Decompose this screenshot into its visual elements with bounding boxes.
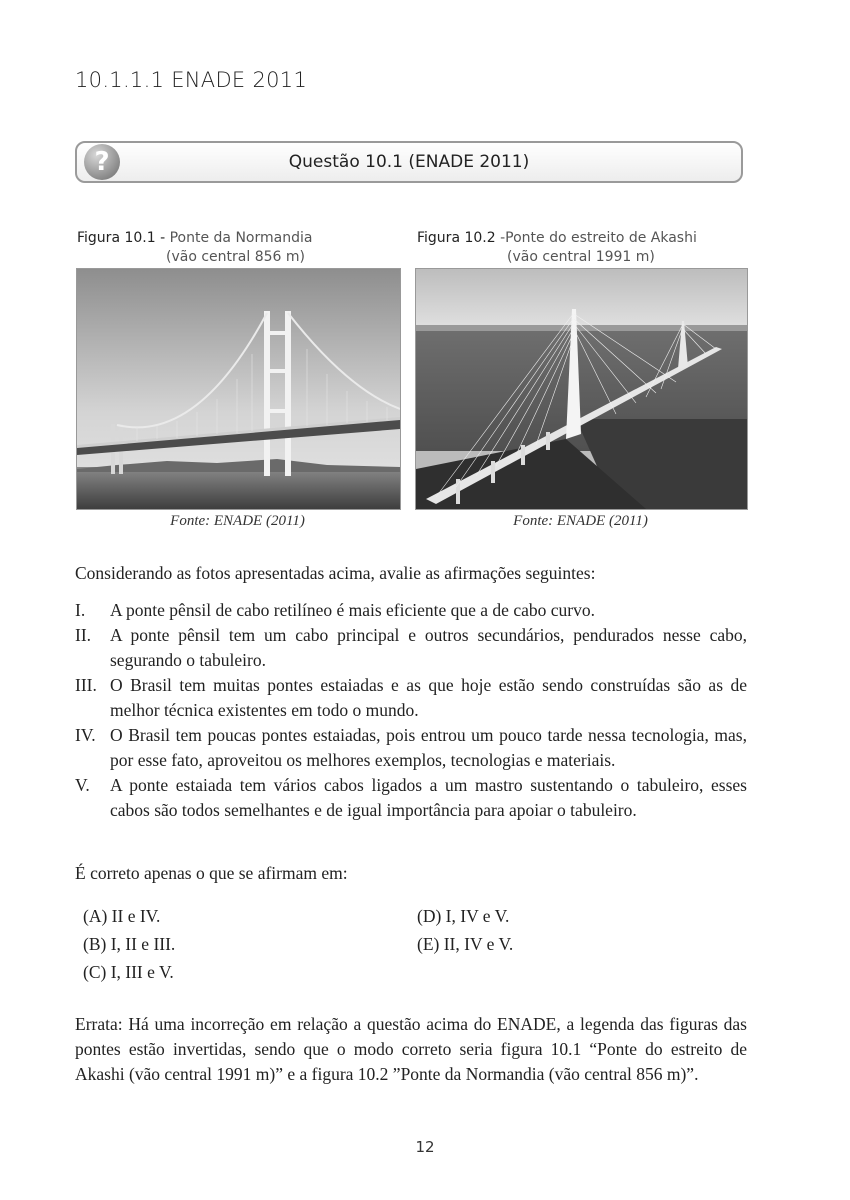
statement-item: [75, 673, 747, 723]
statement-text: O Brasil tem poucas pontes estaiadas, pois entrou um pouco tarde nessa tecnologia, mas, por esse fato, aproveitou os melhores exemplos, tecnologias e materiais.: [110, 725, 747, 770]
statement-number: II.: [75, 625, 92, 645]
figure-1-label: Figura 10.1 -: [77, 230, 166, 246]
figure-2-source: Fonte: ENADE (2011): [513, 513, 648, 529]
statement-text: A ponte pênsil de cabo retilíneo é mais eficiente que a de cabo curvo.: [110, 600, 595, 620]
statement-item: [75, 723, 747, 773]
figure-2-label: Figura 10.2: [417, 230, 496, 246]
figure-1-span: (vão central 856 m): [166, 249, 305, 265]
figure-2-description: -Ponte do estreito de Akashi: [500, 230, 697, 246]
option-d: (D) I, IV e V.: [417, 906, 510, 926]
statement-text: A ponte pênsil tem um cabo principal e outros secundários, pendurados nesse cabo, segurando o tabuleiro.: [110, 625, 747, 670]
figure-1-caption: [77, 229, 397, 267]
figure-1-photo: [76, 268, 401, 510]
question-prompt: É correto apenas o que se afirmam em:: [75, 863, 348, 883]
figure-1-description: Ponte da Normandia: [169, 230, 313, 246]
statement-number: V.: [75, 775, 90, 795]
option-c: (C) I, III e V.: [83, 962, 174, 982]
statement-number: IV.: [75, 725, 96, 745]
statement-number: I.: [75, 600, 86, 620]
statement-item: [75, 623, 747, 673]
section-title: 10.1.1.1 ENADE 2011: [75, 68, 308, 92]
question-header-box: [75, 141, 743, 183]
page-number: 12: [415, 1138, 435, 1156]
option-b: (B) I, II e III.: [83, 934, 176, 954]
statement-text: A ponte estaiada tem vários cabos ligados a um mastro sustentando o tabuleiro, esses cabos são todos semelhantes e de igual importância para apoiar o tabuleiro.: [110, 775, 747, 820]
intro-text: Considerando as fotos apresentadas acima, avalie as afirmações seguintes:: [75, 563, 596, 583]
figure-2-photo: [415, 268, 748, 510]
statement-list: [75, 598, 747, 823]
statement-item: [75, 773, 747, 823]
figure-1-source: Fonte: ENADE (2011): [170, 513, 305, 529]
question-title: Questão 10.1 (ENADE 2011): [288, 152, 530, 172]
question-mark-icon: ?: [84, 144, 120, 180]
statement-number: III.: [75, 675, 97, 695]
statement-text: O Brasil tem muitas pontes estaiadas e as que hoje estão sendo construídas são as de melhor técnica existentes em todo o mundo.: [110, 675, 747, 720]
option-e: (E) II, IV e V.: [417, 934, 514, 954]
errata-text: Errata: Há uma incorreção em relação a questão acima do ENADE, a legenda das figuras das pontes estão invertidas, sendo que o modo correto seria figura 10.1 “Ponte do estreito de Akashi (vão central 1991 m)” e a figura 10.2 ”Ponte da Normandia (vão central 856 m)”.: [75, 1014, 747, 1084]
figure-2-span: (vão central 1991 m): [507, 249, 655, 265]
statement-item: [75, 598, 747, 623]
figure-2-caption: [417, 229, 747, 267]
option-a: (A) II e IV.: [83, 906, 161, 926]
